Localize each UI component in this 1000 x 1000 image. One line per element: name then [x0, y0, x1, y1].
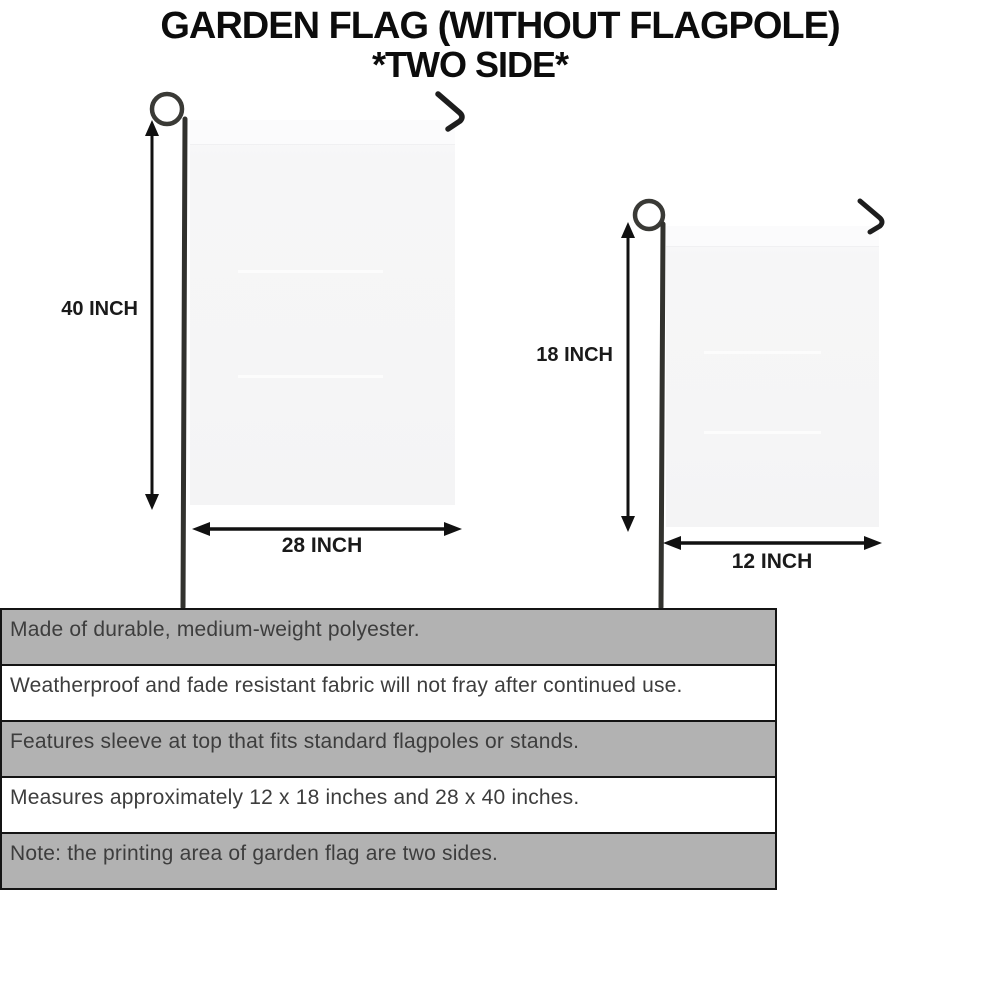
flag-crease: [704, 431, 821, 434]
small-flag-hook-icon: [856, 198, 890, 236]
large-flag-sleeve: [190, 120, 455, 145]
large-flag-width-label: 28 INCH: [281, 534, 363, 557]
page-title: GARDEN FLAG (WITHOUT FLAGPOLE): [160, 5, 840, 47]
feature-row-sleeve: Features sleeve at top that fits standard flagpoles or stands.: [0, 720, 777, 778]
small-flag-width-label: 12 INCH: [731, 550, 813, 573]
small-flag-height-arrow: [617, 221, 639, 533]
flag-crease: [238, 375, 384, 378]
feature-row-measures: Measures approximately 12 x 18 inches and 28 x 40 inches.: [0, 776, 777, 834]
feature-row-note: Note: the printing area of garden flag are two sides.: [0, 832, 777, 890]
feature-row-material: Made of durable, medium-weight polyester.: [0, 608, 777, 666]
small-flag-sleeve: [666, 226, 879, 247]
flag-crease: [238, 270, 384, 273]
feature-row-weatherproof: Weatherproof and fade resistant fabric will not fray after continued use.: [0, 664, 777, 722]
large-flag: [190, 120, 455, 505]
large-flag-hook-icon: [433, 90, 469, 134]
small-flag: [666, 226, 879, 527]
large-flag-height-arrow: [141, 119, 163, 511]
flag-crease: [704, 351, 821, 354]
large-flag-height-label: 40 INCH: [61, 298, 138, 320]
page-subtitle: *TWO SIDE*: [371, 44, 568, 85]
small-flag-height-label: 18 INCH: [536, 344, 613, 366]
feature-list: [0, 608, 777, 890]
